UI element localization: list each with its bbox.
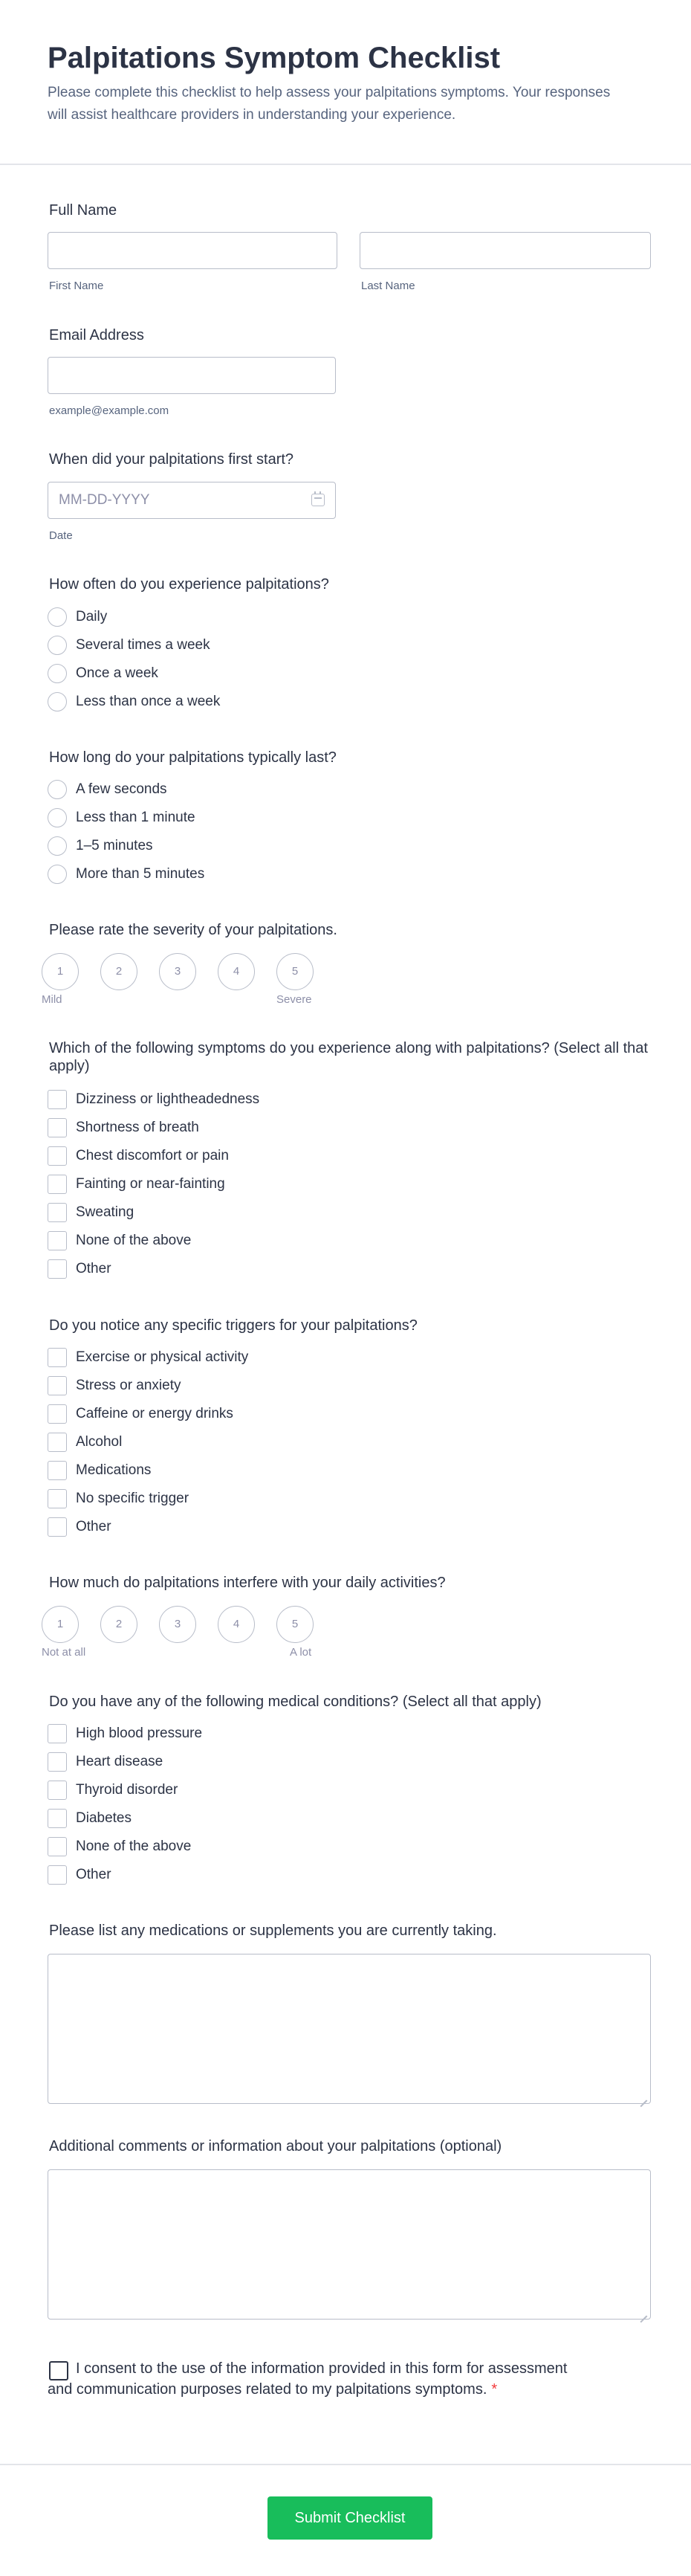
first-name-input[interactable] (48, 232, 337, 269)
duration-option-less-minute[interactable]: Less than 1 minute (48, 807, 195, 828)
duration-option-seconds[interactable]: A few seconds (48, 779, 167, 800)
duration-label: How long do your palpitations typically last? (49, 749, 337, 766)
severity-rating-1[interactable]: 1 (42, 953, 79, 990)
checkbox[interactable] (48, 1461, 67, 1480)
checkbox[interactable] (48, 1090, 67, 1109)
condition-option-none[interactable]: None of the above (48, 1836, 191, 1857)
severity-label: Please rate the severity of your palpitations. (49, 922, 337, 938)
conditions-label: Do you have any of the following medical conditions? (Select all that apply) (49, 1694, 542, 1710)
trigger-option-stress[interactable]: Stress or anxiety (48, 1375, 181, 1396)
symptom-option-none[interactable]: None of the above (48, 1230, 191, 1251)
radio-button[interactable] (48, 636, 67, 655)
symptoms-label: Which of the following symptoms do you experience along with palpitations? (Select all that apply) (49, 1040, 648, 1074)
frequency-option-once-week[interactable]: Once a week (48, 663, 158, 684)
checkbox[interactable] (48, 1724, 67, 1743)
comments-label: Additional comments or information about your palpitations (optional) (49, 2138, 502, 2154)
checkbox[interactable] (48, 1175, 67, 1194)
form-footer (0, 2464, 691, 2576)
checkbox[interactable] (48, 1837, 67, 1856)
severity-rating-3[interactable]: 3 (159, 953, 196, 990)
radio-button[interactable] (48, 808, 67, 827)
interference-rating-1[interactable]: 1 (42, 1606, 79, 1643)
radio-button[interactable] (48, 780, 67, 799)
severity-rating-5[interactable]: 5 (276, 953, 314, 990)
full-name-label: Full Name (49, 202, 117, 219)
frequency-option-several-week[interactable]: Several times a week (48, 635, 210, 656)
checkbox[interactable] (48, 1489, 67, 1508)
duration-option-1-5-minutes[interactable]: 1–5 minutes (48, 836, 153, 856)
severity-rating-4[interactable]: 4 (218, 953, 255, 990)
consent-text: I consent to the use of the information provided in this form for assessment and communication purposes related to my palpitations symptoms. (48, 2360, 568, 2398)
consent-checkbox[interactable] (49, 2361, 68, 2380)
trigger-option-none[interactable]: No specific trigger (48, 1488, 189, 1509)
checkbox[interactable] (48, 1231, 67, 1250)
condition-option-diabetes[interactable]: Diabetes (48, 1808, 132, 1829)
start-date-sublabel: Date (49, 529, 73, 542)
trigger-option-alcohol[interactable]: Alcohol (48, 1432, 122, 1453)
symptom-option-dizziness[interactable]: Dizziness or lightheadedness (48, 1089, 259, 1110)
severity-min-label: Mild (42, 993, 62, 1006)
symptom-option-fainting[interactable]: Fainting or near-fainting (48, 1174, 225, 1195)
submit-button[interactable]: Submit Checklist (267, 2496, 432, 2540)
symptom-option-breath[interactable]: Shortness of breath (48, 1117, 199, 1138)
severity-max-label: Severe (276, 993, 312, 1006)
start-date-placeholder: MM-DD-YYYY (59, 492, 150, 508)
email-input[interactable] (48, 357, 336, 394)
form-header (0, 0, 691, 165)
condition-option-heart[interactable]: Heart disease (48, 1752, 163, 1772)
medications-textarea[interactable] (48, 1954, 651, 2104)
checkbox[interactable] (48, 1752, 67, 1772)
checkbox[interactable] (48, 1203, 67, 1222)
form-title: Palpitations Symptom Checklist (48, 42, 501, 74)
first-name-sublabel: First Name (49, 280, 104, 292)
interference-max-label: A lot (290, 1646, 312, 1659)
interference-rating-5[interactable]: 5 (276, 1606, 314, 1643)
interference-min-label: Not at all (42, 1646, 86, 1659)
checkbox[interactable] (48, 1404, 67, 1424)
start-date-input[interactable] (48, 482, 336, 519)
duration-option-more-5[interactable]: More than 5 minutes (48, 864, 204, 885)
interference-rating-3[interactable]: 3 (159, 1606, 196, 1643)
checkbox[interactable] (48, 1809, 67, 1828)
symptom-option-chest[interactable]: Chest discomfort or pain (48, 1146, 229, 1166)
interference-rating-2[interactable]: 2 (100, 1606, 137, 1643)
checkbox[interactable] (48, 1118, 67, 1137)
checkbox[interactable] (48, 1376, 67, 1395)
trigger-option-exercise[interactable]: Exercise or physical activity (48, 1347, 248, 1368)
resize-handle-icon[interactable] (640, 2308, 647, 2316)
frequency-label: How often do you experience palpitations? (49, 576, 329, 593)
checkbox[interactable] (48, 1781, 67, 1800)
symptom-option-other[interactable]: Other (48, 1259, 111, 1279)
interference-rating-4[interactable]: 4 (218, 1606, 255, 1643)
email-label: Email Address (49, 327, 144, 343)
interference-label: How much do palpitations interfere with your daily activities? (49, 1575, 446, 1591)
resize-handle-icon[interactable] (640, 2093, 647, 2100)
checkbox[interactable] (48, 1146, 67, 1166)
last-name-input[interactable] (360, 232, 651, 269)
symptom-option-sweating[interactable]: Sweating (48, 1202, 134, 1223)
severity-rating-2[interactable]: 2 (100, 953, 137, 990)
calendar-icon[interactable] (311, 494, 325, 506)
trigger-option-caffeine[interactable]: Caffeine or energy drinks (48, 1404, 233, 1424)
radio-button[interactable] (48, 692, 67, 711)
checkbox[interactable] (48, 1348, 67, 1367)
checkbox[interactable] (48, 1433, 67, 1452)
last-name-sublabel: Last Name (361, 280, 415, 292)
email-sublabel: example@example.com (49, 404, 169, 417)
frequency-option-daily[interactable]: Daily (48, 607, 107, 627)
consent-field[interactable] (48, 2358, 583, 2400)
form-description: Please complete this checklist to help assess your palpitations symptoms. Your responses will assist healthcare providers in understanding your experience. (48, 85, 611, 123)
trigger-option-other[interactable]: Other (48, 1517, 111, 1537)
checkbox[interactable] (48, 1259, 67, 1279)
condition-option-other[interactable]: Other (48, 1865, 111, 1885)
required-mark: * (491, 2381, 498, 2398)
trigger-option-medications[interactable]: Medications (48, 1460, 151, 1481)
medications-label: Please list any medications or supplements you are currently taking. (49, 1923, 497, 1939)
radio-button[interactable] (48, 607, 67, 627)
radio-button[interactable] (48, 664, 67, 683)
radio-button[interactable] (48, 865, 67, 884)
comments-textarea[interactable] (48, 2169, 651, 2320)
frequency-option-less-week[interactable]: Less than once a week (48, 691, 220, 712)
triggers-label: Do you notice any specific triggers for your palpitations? (49, 1317, 418, 1334)
checkbox[interactable] (48, 1865, 67, 1885)
checkbox[interactable] (48, 1517, 67, 1537)
start-date-label: When did your palpitations first start? (49, 451, 294, 468)
radio-button[interactable] (48, 836, 67, 856)
condition-option-thyroid[interactable]: Thyroid disorder (48, 1780, 178, 1801)
condition-option-blood-pressure[interactable]: High blood pressure (48, 1723, 202, 1744)
